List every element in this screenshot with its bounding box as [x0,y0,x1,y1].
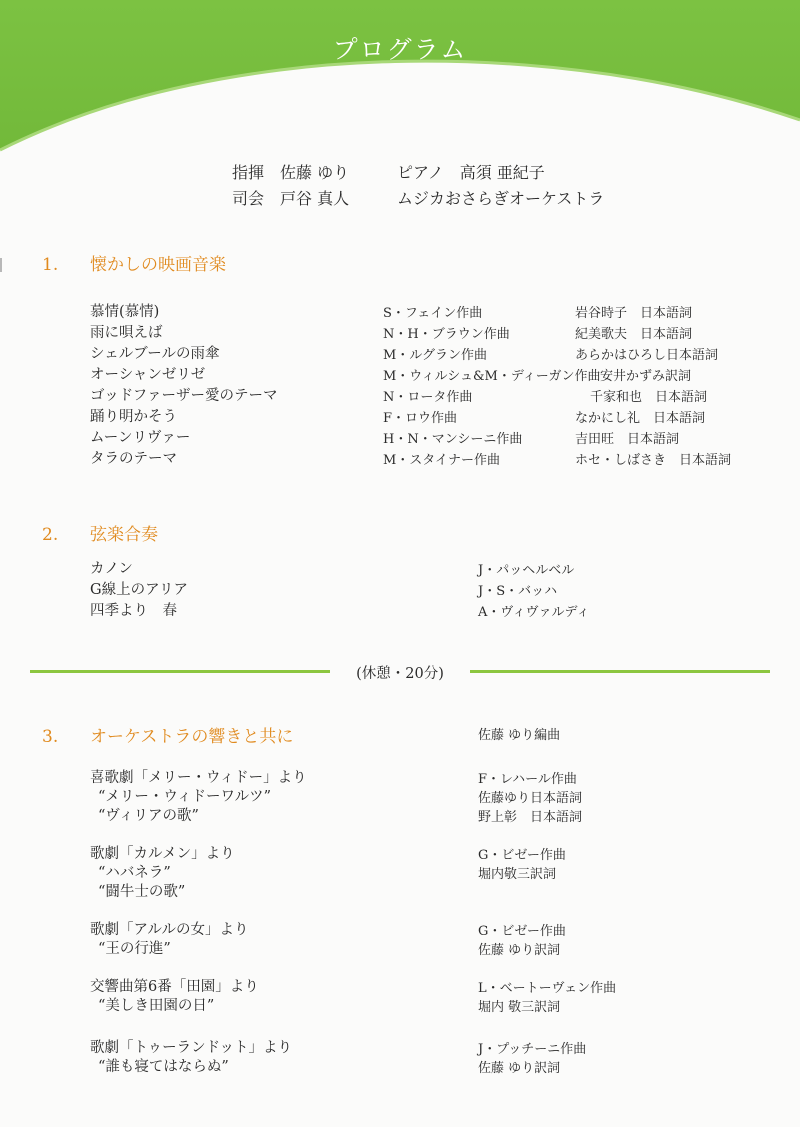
program-row [0,804,800,826]
piece-title: 喜歌劇「メリー・ウィドー」より [90,770,307,786]
composer: N・H・ブラウン作曲 [383,327,510,342]
composer: M・ルグラン作曲 [383,348,488,363]
piece-title: 交響曲第6番「田園」より [90,979,259,995]
program-row [0,321,800,343]
piece-title: 慕情(慕情) [90,304,160,320]
section-number: 2. [42,525,59,545]
piece-title: タラのテーマ [90,451,177,467]
divider-line-right [470,670,770,673]
page-edge-mark [0,258,2,272]
lyricist: 紀美歌夫 日本語詞 [575,327,693,342]
composer: J・S・バッハ [478,584,558,599]
piece-title: ムーンリヴァー [90,430,191,446]
piece-title: カノン [90,561,133,577]
composer: G・ビゼー作曲 [478,848,566,863]
intermission-label: (休憩・20分) [356,666,444,682]
piece-title: “王の行進” [98,941,171,957]
composer: J・パッヘルベル [478,563,575,578]
composer: M・ウィルシュ&M・ディーガン作曲 [383,369,601,384]
composer: 佐藤ゆり日本語詞 [478,791,583,806]
piece-title: “ヴィリアの歌” [98,808,199,824]
section-title: オーケストラの響きと共に [90,727,294,747]
piece-title: “ハバネラ” [98,865,171,881]
lyricist: 千家和也 日本語詞 [590,390,708,405]
piece-title: 四季より 春 [90,603,177,619]
section-title: 弦楽合奏 [90,525,158,545]
section-2-heading [42,520,158,545]
lyricist: 吉田旺 日本語詞 [575,432,680,447]
program-row [0,937,800,959]
section-3-heading [42,722,293,747]
program-row [0,578,800,600]
header-green-arc [0,0,800,170]
header-band [0,0,800,170]
lyricist: 岩谷時子 日本語詞 [575,306,693,321]
composer: G・ビゼー作曲 [478,924,566,939]
program-row [0,384,800,406]
program-row [0,994,800,1016]
program-row [0,300,800,322]
composer: 堀内 敬三訳詞 [478,1000,561,1015]
program-row [0,557,800,579]
lyricist: なかにし礼 日本語詞 [575,411,706,426]
piece-title: 歌劇「トゥーランドット」より [90,1040,293,1056]
composer: 野上彰 日本語詞 [478,810,583,825]
piece-title: “美しき田園の日” [98,998,215,1014]
piece-title: G線上のアリア [90,582,189,598]
section-number: 1. [42,255,59,275]
lyricist: ホセ・しばさき 日本語詞 [575,453,732,468]
piece-title: 雨に唄えば [90,325,163,341]
piece-title: “闘牛士の歌” [98,884,186,900]
piece-title: ゴッドファーザー愛のテーマ [90,388,278,404]
composer: 堀内敬三訳詞 [478,867,557,882]
piano-credit: ピアノ 高須 亜紀子 [397,163,545,182]
program-row [0,363,800,385]
page-title: プログラム [332,35,468,64]
program-row [0,405,800,427]
piece-title: “メリー・ウィドーワルツ” [98,789,272,805]
program-row [0,599,800,621]
piece-title: 歌劇「カルメン」より [90,846,235,862]
piece-title: 踊り明かそう [90,409,177,425]
mc-credit: 司会 戸谷 真人 [232,189,350,208]
composer: L・ベートーヴェン作曲 [478,981,617,996]
program-row [0,426,800,448]
composer: H・N・マンシーニ作曲 [383,432,523,447]
composer: F・レハール作曲 [478,772,577,787]
program-row [0,880,800,902]
composer: 佐藤 ゆり訳詞 [478,943,561,958]
composer: 佐藤 ゆり訳詞 [478,1061,561,1076]
section-number: 3. [42,727,59,747]
composer: N・ロータ作曲 [383,390,473,405]
intermission-divider [0,662,800,682]
program-row [0,342,800,364]
divider-line-left [30,670,330,673]
orchestra-credit: ムジカおさらぎオーケストラ [397,189,605,208]
program-row [0,447,800,469]
conductor-credit: 指揮 佐藤 ゆり [232,163,350,182]
piece-title: オーシャンゼリゼ [90,367,206,383]
composer: F・ロウ作曲 [383,411,458,426]
piece-title: シェルブールの雨傘 [90,346,220,362]
lyricist: 安井かずみ訳詞 [600,369,692,384]
piece-title: “誰も寝てはならぬ” [98,1059,229,1075]
program-row [0,1055,800,1077]
composer: A・ヴィヴァルディ [478,605,590,620]
composer: J・プッチーニ作曲 [478,1042,587,1057]
composer: M・スタイナー作曲 [383,453,501,468]
composer: S・フェイン作曲 [383,306,483,321]
lyricist: あらかはひろし日本語詞 [575,348,719,363]
section-1-heading [42,250,226,275]
arranger-credit: 佐藤 ゆり編曲 [478,728,561,743]
section-title: 懐かしの映画音楽 [90,255,226,275]
piece-title: 歌劇「アルルの女」より [90,922,249,938]
